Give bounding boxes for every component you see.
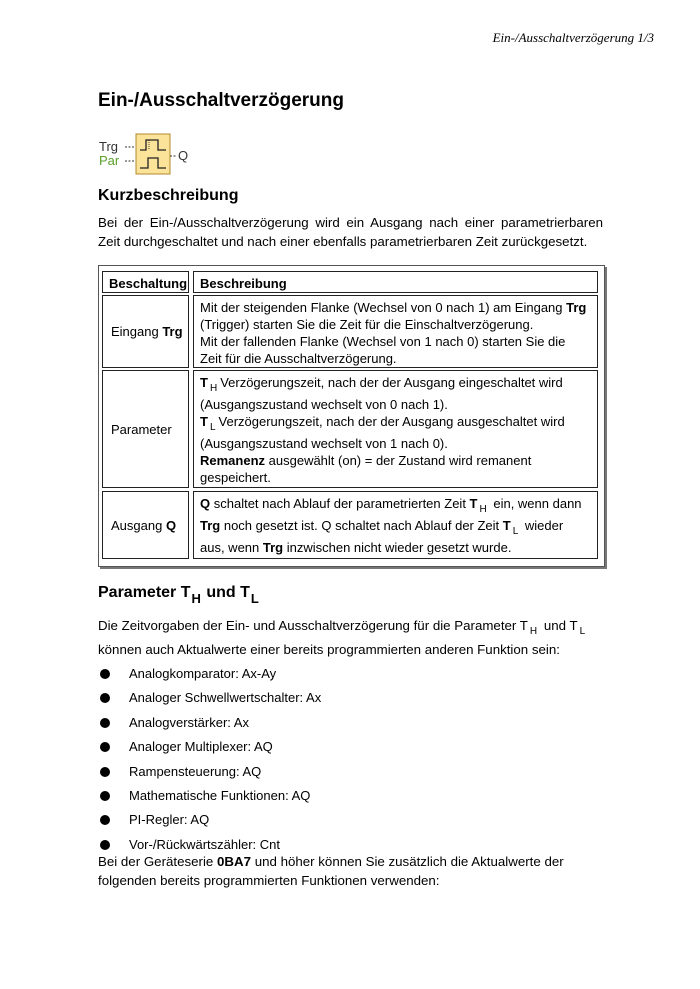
list-item: Analogverstärker: Ax — [98, 711, 321, 735]
row-desc-parameter: T $_H$ Verzögerungszeit, nach der der Ausgang eingeschaltet wird (Ausgangszustand wechselt von 0 nach 1). T $_L$ Verzögerungszeit, nach der der Ausgang ausgeschaltet wird (Ausgangszustand wechselt von 1 nach 0). Remanenz ausgewählt (on) = der Zustand wird remanent gespeichert. — [193, 370, 598, 488]
list-item: Rampensteuerung: AQ — [98, 760, 321, 784]
list-item: Analoger Schwellwertschalter: Ax — [98, 686, 321, 710]
parameter-text-2: können auch Aktualwerte einer bereits programmierten anderen Funktion sein: — [98, 642, 560, 657]
bullet-icon — [100, 791, 110, 801]
page-title: Ein-/Ausschaltverzögerung — [98, 90, 344, 111]
bullet-icon — [100, 767, 110, 777]
function-list — [98, 662, 321, 857]
bullet-icon — [100, 669, 110, 679]
function-block-symbol — [98, 132, 198, 182]
row-label-ausgang: Ausgang Q — [102, 491, 189, 559]
bullet-icon — [100, 718, 110, 728]
symbol-output-q: Q — [178, 148, 189, 163]
list-item: Analogkomparator: Ax-Ay — [98, 662, 321, 686]
bullet-icon — [100, 742, 110, 752]
heading-parameter: Parameter $T_H$ und $T_L$ — [98, 584, 259, 606]
list-item: Mathematische Funktionen: AQ — [98, 784, 321, 808]
bullet-icon — [100, 693, 110, 703]
row-label-eingang: Eingang Trg — [102, 295, 189, 368]
list-item: Vor-/Rückwärtszähler: Cnt — [98, 833, 321, 857]
table-header-beschreibung: Beschreibung — [193, 271, 598, 293]
symbol-input-trg: Trg — [99, 139, 119, 154]
row-desc-ausgang: Q schaltet nach Ablauf der parametrierten Zeit T $_H$ ein, wenn dann Trg noch gesetzt ist. Q schaltet nach Ablauf der Zeit T $_L$ wieder aus, wenn Trg inzwischen nicht wieder gesetzt wurde. — [193, 491, 598, 559]
running-header: Ein-/Ausschaltverzögerung 1/3 — [492, 30, 654, 45]
list-item: PI-Regler: AQ — [98, 808, 321, 832]
closing-text: Bei der Geräteserie 0BA7 und höher können Sie zusätzlich die Aktualwerte der folgenden bereits programmierten Funktionen verwenden: — [98, 854, 564, 888]
beschaltung-table — [98, 265, 605, 567]
table-header-beschaltung: Beschaltung — [102, 271, 189, 293]
heading-kurzbeschreibung: Kurzbeschreibung — [98, 187, 239, 204]
bullet-icon — [100, 815, 110, 825]
list-item: Analoger Multiplexer: AQ — [98, 735, 321, 759]
row-desc-eingang: Mit der steigenden Flanke (Wechsel von 0 nach 1) am Eingang Trg (Trigger) starten Sie die Zeit für die Einschaltverzögerung. Mit der fallenden Flanke (Wechsel von 1 nach 0) starten Sie die Zeit für die Ausschaltverzögerung. — [193, 295, 598, 368]
symbol-input-par: Par — [99, 153, 120, 168]
row-label-parameter: Parameter — [102, 370, 189, 488]
parameter-text-1: Die Zeitvorgaben der Ein- und Ausschaltverzögerung für die Parameter T $_H$ und T $_L$ — [98, 618, 586, 637]
bullet-icon — [100, 840, 110, 850]
kurzbeschreibung-text: Bei der Ein-/Ausschaltverzögerung wird ein Ausgang nach einer parametrierbaren Zeit durchgeschaltet und nach einer ebenfalls parametrierbaren Zeit zurückgesetzt. — [98, 215, 603, 249]
